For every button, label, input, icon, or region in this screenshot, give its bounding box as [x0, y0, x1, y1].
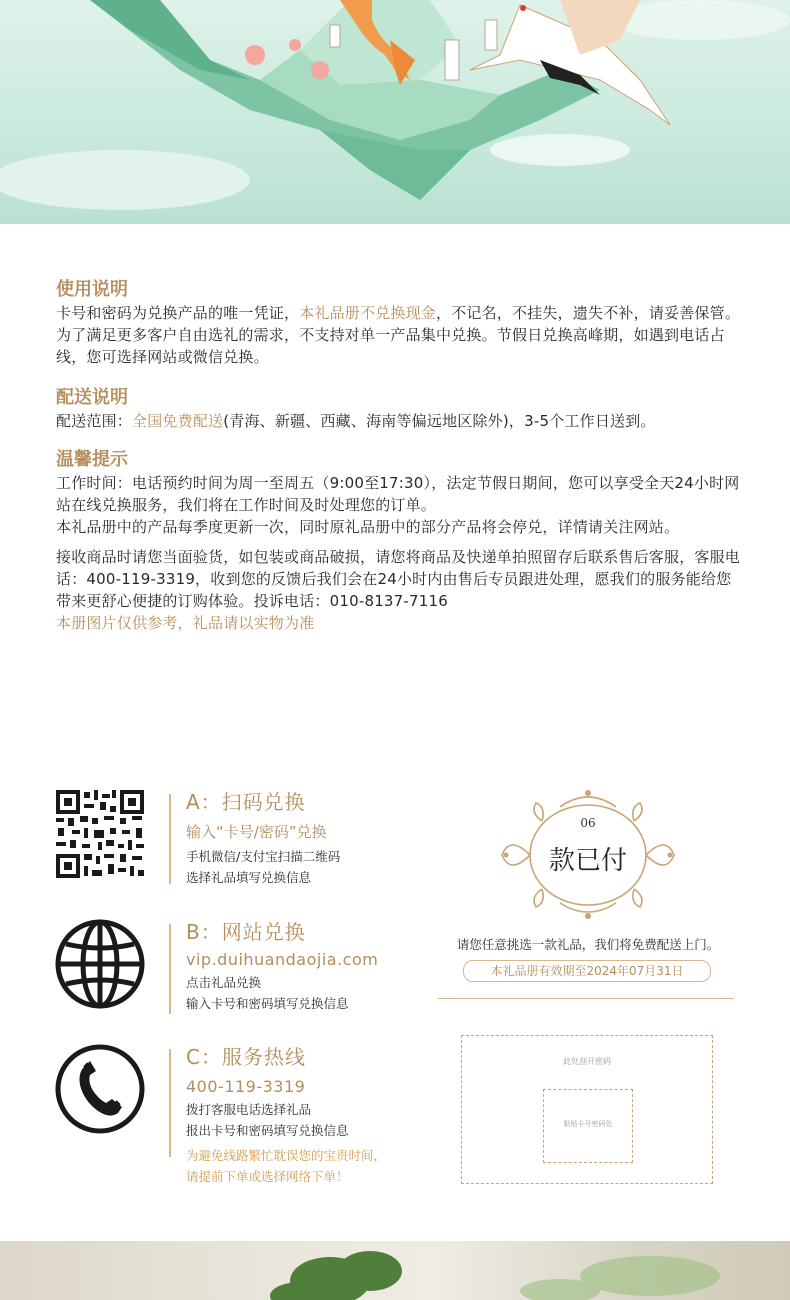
usage-text-1: 卡号和密码为兑换产品的唯一凭证，	[56, 304, 300, 322]
validity-badge: 本礼品册有效期至2024年07月31日	[463, 960, 711, 982]
delivery-paragraph	[56, 410, 746, 432]
herb-leaves-photo	[0, 1241, 790, 1300]
method-scan	[0, 788, 430, 888]
qr-code-icon[interactable]	[54, 788, 146, 880]
method-scan-subtitle: 输入“卡号/密码”兑换	[186, 823, 327, 841]
method-scan-title: A：扫码兑换	[186, 790, 306, 814]
method-hotline	[0, 1043, 430, 1193]
info-section	[56, 278, 746, 634]
usage-text-2: ，不记名，不挂失，遗失不补，请妥善保管。为了满足更多客户自由选礼的需求，不支持对单一产品集中兑换。节假日兑换高峰期，如遇到电话占线，您可选择网站或微信兑换。	[56, 304, 741, 366]
method-website-title: B：网站兑换	[186, 920, 306, 944]
delivery-title: 配送说明	[56, 387, 128, 408]
scratch-card-area	[461, 1035, 713, 1184]
tips-receiving-notice: 接收商品时请您当面验货，如包装或商品破损，请您将商品及快递单拍照留存后联系售后客服，客服电话：400-119-3319，收到您的反馈后我们会在24小时内由售后专员跟进处理，愿我们的服务能给您带来更舒心便捷的订购体验。投诉电话：010-8137-7116	[56, 548, 741, 610]
paid-badge-ornament	[500, 785, 676, 923]
phone-icon	[54, 1043, 146, 1135]
method-hotline-title: C：服务热线	[186, 1045, 306, 1069]
method-scan-line2: 选择礼品填写兑换信息	[186, 870, 312, 885]
no-cash-highlight: 本礼品册不兑换现金	[299, 304, 437, 322]
divider-line	[169, 1049, 171, 1157]
separator-line	[438, 998, 734, 999]
card-sticker-area	[543, 1089, 633, 1163]
method-scan-line1: 手机微信/支付宝扫描二维码	[186, 849, 341, 864]
free-delivery-notice: 请您任意挑选一款礼品，我们将免费配送上门。	[456, 937, 720, 952]
product-photo-strip	[0, 1241, 790, 1300]
website-url-link[interactable]: vip.duihuandaojia.com	[186, 950, 379, 969]
method-scan-text	[186, 788, 340, 888]
tips-title: 温馨提示	[56, 449, 128, 470]
hotline-warning-2: 请提前下单或选择网络下单！	[186, 1169, 349, 1184]
image-disclaimer: 本册图片仅供参考，礼品请以实物为准	[56, 614, 315, 632]
method-website-text	[186, 918, 378, 1014]
tips-update-notice: 本礼品册中的产品每季度更新一次，同时原礼品册中的部分产品将会停兑，详情请关注网站。	[56, 518, 680, 536]
scratch-password-label: 此处刮开密码	[563, 1057, 611, 1066]
globe-icon	[54, 918, 146, 1010]
method-hotline-text	[186, 1043, 386, 1187]
badge-number: 06	[580, 816, 596, 830]
hotline-number[interactable]: 400-119-3319	[186, 1077, 306, 1096]
method-website-line2: 输入卡号和密码填写兑换信息	[186, 996, 349, 1011]
divider-line	[169, 794, 171, 884]
divider-line	[169, 924, 171, 1014]
usage-title: 使用说明	[56, 279, 128, 300]
delivery-text-2: (青海、新疆、西藏、海南等偏远地区除外)，3-5个工作日送到。	[223, 412, 656, 430]
hotline-warning-1: 为避免线路繁忙耽误您的宝贵时间，	[186, 1148, 387, 1163]
method-hotline-line1: 拨打客服电话选择礼品	[186, 1102, 312, 1117]
free-delivery-highlight: 全国免费配送	[132, 412, 224, 430]
badge-text: 款已付	[548, 846, 628, 876]
method-hotline-line2: 报出卡号和密码填写兑换信息	[186, 1123, 349, 1138]
tips-working-hours: 工作时间：电话预约时间为周一至周五（9:00至17:30），法定节假日期间，您可以享受全天24小时网站在线兑换服务，我们将在工作时间及时处理您的订单。	[56, 474, 740, 514]
hero-illustration	[0, 0, 790, 224]
usage-paragraph	[56, 302, 746, 368]
delivery-text-1: 配送范围：	[56, 412, 133, 430]
method-website	[0, 918, 430, 1018]
sticker-label: 粘贴卡号密码处	[563, 1120, 613, 1128]
method-website-line1: 点击礼品兑换	[186, 975, 262, 990]
lotus-landscape-illustration	[0, 0, 790, 224]
